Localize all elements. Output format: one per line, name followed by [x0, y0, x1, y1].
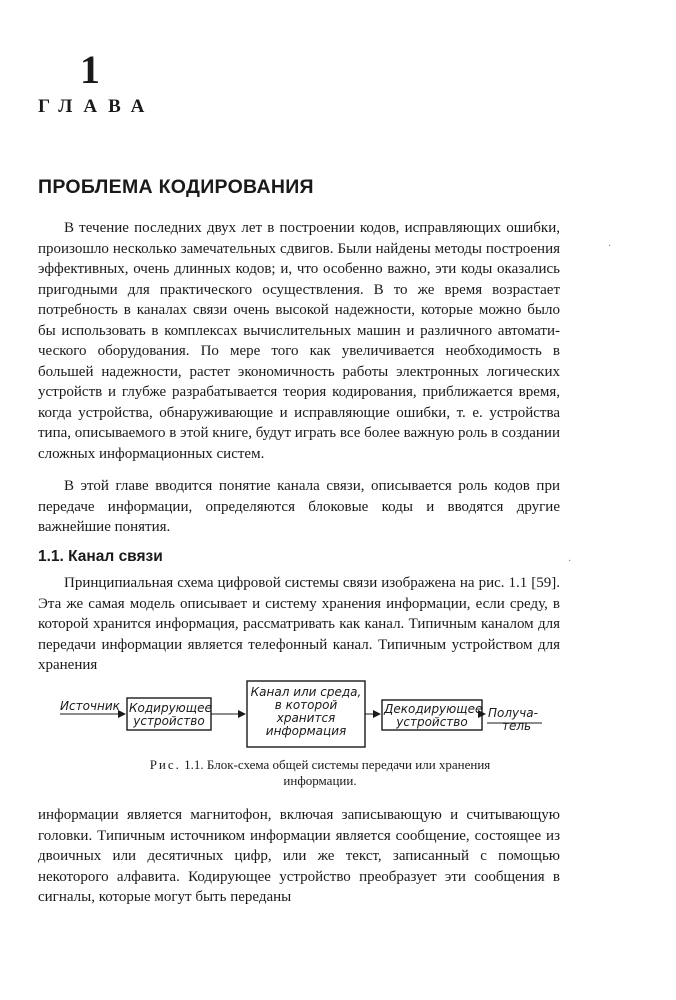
chapter-label: ГЛАВА: [38, 96, 156, 117]
block-diagram: [56, 678, 576, 750]
chapter-number: 1: [80, 47, 100, 92]
encoder-label: Кодирующее устройство: [129, 701, 212, 728]
figure-caption: [60, 757, 580, 789]
caption-line-2: информации.: [283, 773, 357, 788]
source-label: Источник: [60, 699, 120, 713]
chapter-title: ПРОБЛЕМА КОДИРОВАНИЯ: [38, 176, 314, 198]
decoder-label: Декодирующее устройство: [384, 702, 483, 729]
channel-label: Канал или среда, в которой хранится информация: [250, 685, 362, 738]
continuation-paragraph: информации является магнитофон, включая записывающую и считывающую головки. Типичным источником информации является сообщение, состоящее из двоичных или десятичных цифр, или же текст, записанный с помощью некоторого алфавита. Кодирующее устройство преобразует эти сообщения в сигналы, которые могут быть переданы: [38, 807, 560, 905]
margin-tick: ·: [568, 556, 572, 567]
intro-paragraph: В течение последних двух лет в построении кодов, исправляющих ошибки, произошло несколько замечательных сдвигов. Были найдены методы построения эффективных, очень длинных кодов; и, что особенно важно, эти коды оказались пригодными для практического осуществления. В то же время возрастает потребность в каналах связи очень высокой надежности, которые можно было бы использовать в комплексах вычислительных машин и различного автоматического оборудования. По мере того как увеличивается необходимость в большей надежности, растет экономичность работы электронных логических устройств и глубже разрабатывается теория кодирования, приближается время, когда устройства, обнаруживающие и исправляющие ошибки, т. е. устройства типа, описываемого в этой книге, будут играть все более важную роль в создании сложных информационных систем.: [38, 220, 560, 462]
caption-line-1: 1.1. Блок-схема общей системы передачи или хранения: [184, 757, 491, 772]
margin-tick: ·: [608, 241, 612, 252]
receiver-label: Получа- тель: [488, 706, 538, 733]
chapter-overview-paragraph: В этой главе вводится понятие канала связи, описывается роль кодов при передаче информации, определяются блоковые коды и вводятся другие важнейшие понятия.: [38, 478, 560, 535]
caption-label: Рис.: [149, 757, 181, 772]
section-heading: 1.1. Канал связи: [38, 548, 163, 565]
section-paragraph: Принципиальная схема цифровой системы связи изображена на рис. 1.1 [59]. Эта же самая модель описывает и систему хранения информации, если среду, в которой хранится информация, рассматривать как канал. Типичным каналом для передачи информации является телефонный канал. Типичным устройством для хранения: [38, 575, 560, 673]
